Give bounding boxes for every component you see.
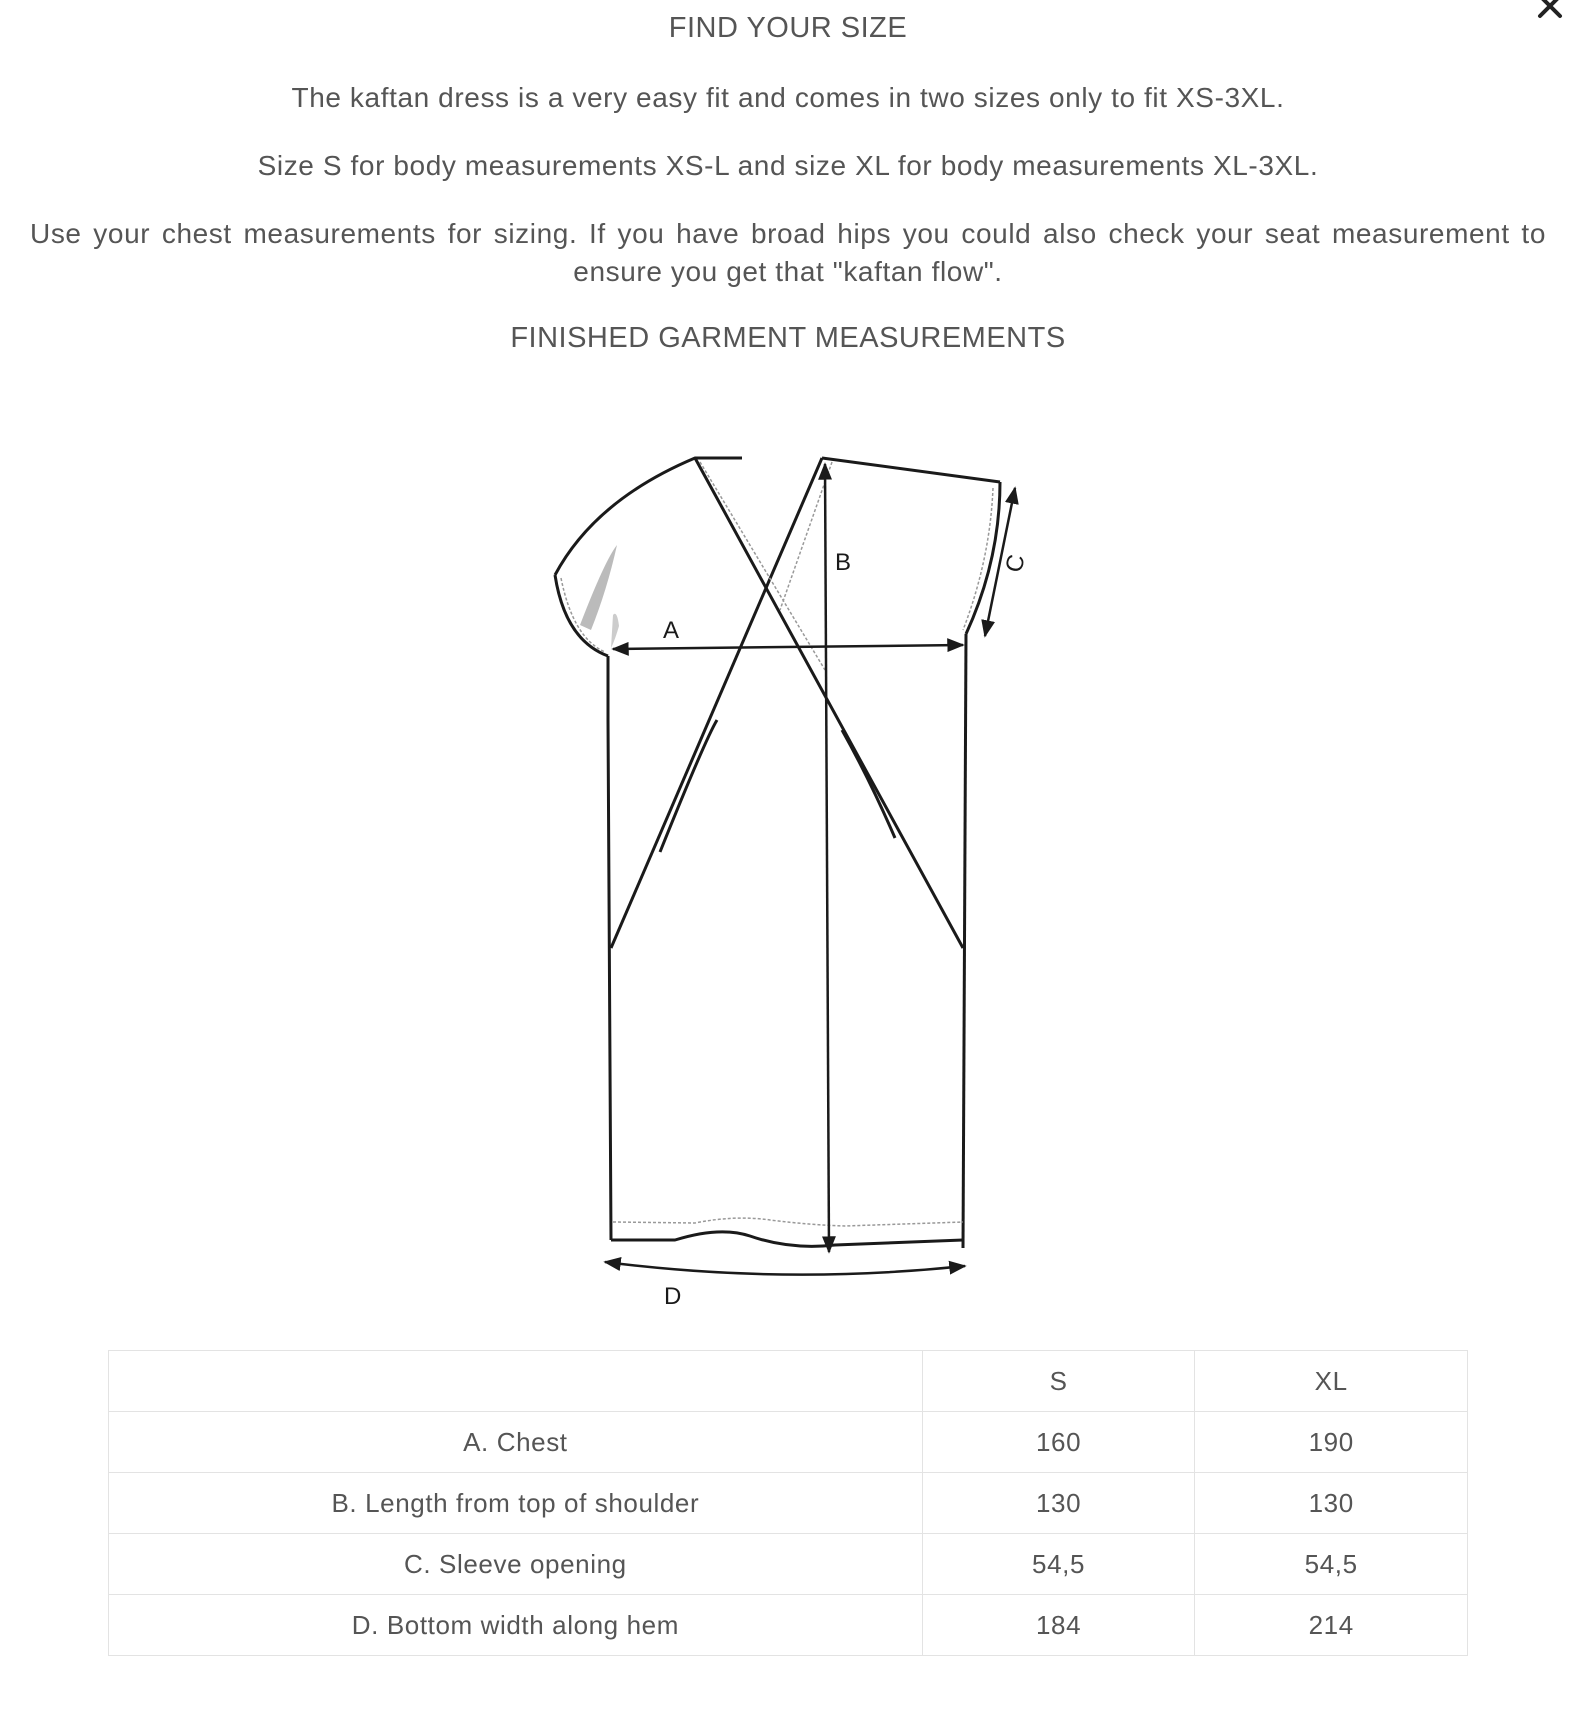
table-row [109, 1412, 1468, 1473]
row-value-s: 130 [922, 1473, 1195, 1534]
table-header-row [109, 1351, 1468, 1412]
label-d: D [664, 1283, 682, 1310]
table-row [109, 1595, 1468, 1656]
row-value-xl: 130 [1195, 1473, 1468, 1534]
row-value-xl: 54,5 [1195, 1534, 1468, 1595]
table-header-label [109, 1351, 923, 1412]
find-your-size-heading: FIND YOUR SIZE [668, 12, 908, 44]
size-description-1: The kaftan dress is a very easy fit and comes in two sizes only to fit XS-3XL. [291, 82, 1285, 113]
label-c: C [1000, 552, 1031, 575]
row-value-s: 54,5 [922, 1534, 1195, 1595]
measure-a-line [613, 645, 963, 649]
size-description-2: Size S for body measurements XS-L and size XL for body measurements XL-3XL. [257, 150, 1319, 181]
dress-neckline-right [611, 458, 822, 948]
row-label: C. Sleeve opening [109, 1534, 923, 1595]
garment-diagram [535, 440, 1055, 1320]
size-description-3: Use your chest measurements for sizing. If you have broad hips you could also check your seat measurement to ensure you get that "kaftan flow". [30, 218, 1546, 287]
table-row [109, 1473, 1468, 1534]
dress-shoulder-right [822, 458, 1000, 482]
measurement-table [108, 1350, 1468, 1656]
table-row [109, 1534, 1468, 1595]
measure-b-line [825, 464, 829, 1252]
measure-d-line [605, 1262, 965, 1275]
row-value-s: 184 [922, 1595, 1195, 1656]
kaftan-dress-illustration [535, 440, 1055, 1320]
label-a: A [663, 617, 680, 644]
dress-neckline-left [695, 458, 963, 948]
fold-shading-2 [611, 614, 619, 648]
dress-outline-right [963, 634, 966, 1248]
finished-measurements-heading: FINISHED GARMENT MEASUREMENTS [510, 322, 1066, 354]
dress-outline-left [608, 656, 611, 1240]
row-label: B. Length from top of shoulder [109, 1473, 923, 1534]
row-value-xl: 214 [1195, 1595, 1468, 1656]
row-value-xl: 190 [1195, 1412, 1468, 1473]
dress-hem [611, 1232, 963, 1246]
hem-stitch [613, 1218, 963, 1226]
dress-sleeve-right [966, 482, 1000, 634]
pocket-left [660, 720, 717, 852]
table-header-s: S [922, 1351, 1195, 1412]
row-label: D. Bottom width along hem [109, 1595, 923, 1656]
label-b: B [835, 549, 852, 576]
table-header-xl: XL [1195, 1351, 1468, 1412]
row-label: A. Chest [109, 1412, 923, 1473]
pocket-right [842, 730, 895, 838]
dress-shoulder-left [555, 458, 742, 575]
row-value-s: 160 [922, 1412, 1195, 1473]
fold-shading [580, 545, 617, 630]
